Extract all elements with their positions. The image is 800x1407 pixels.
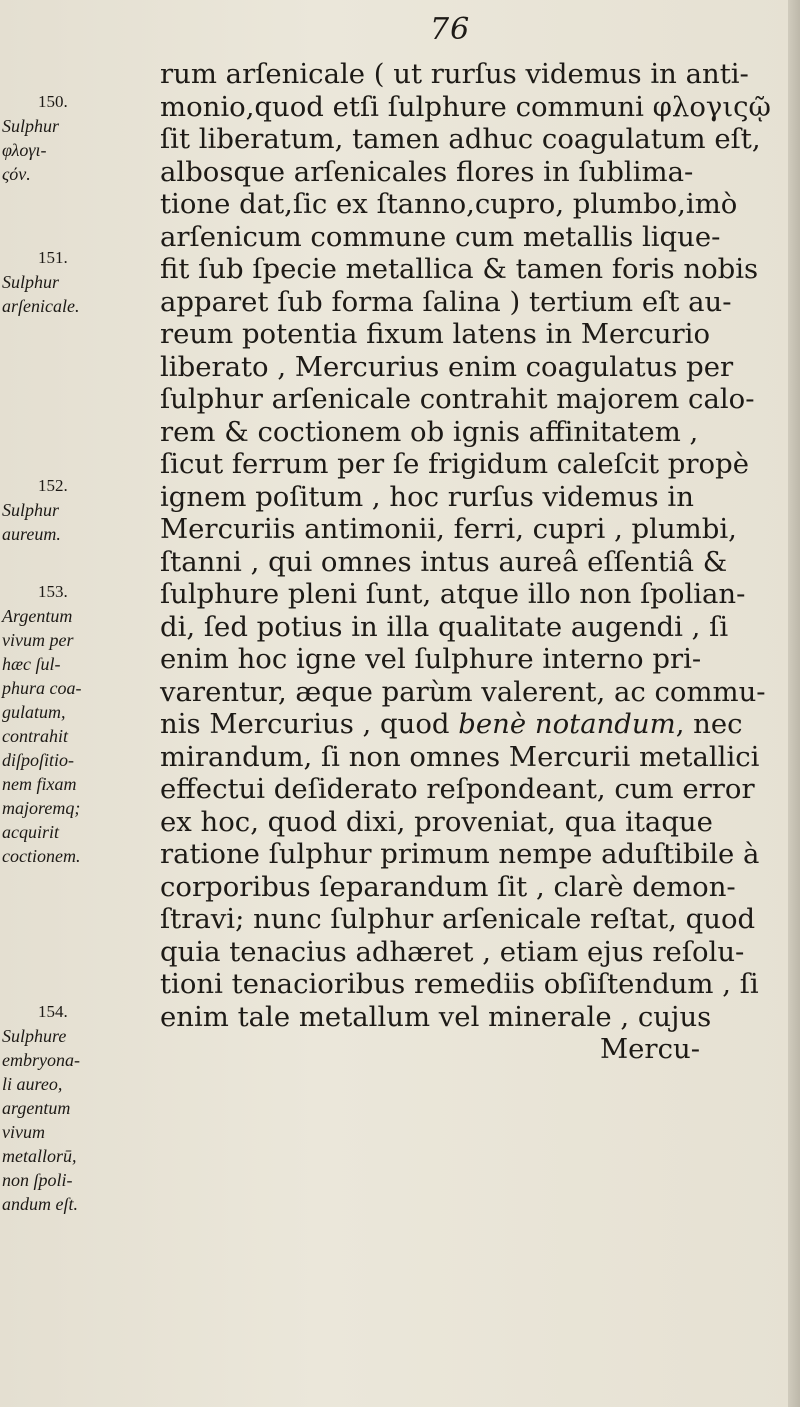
- margin-note-text: non ſpoli-: [2, 1170, 73, 1190]
- text-line: ſtravi; nunc ſulphur arſenicale reſtat, quod: [160, 903, 756, 935]
- margin-note-text: majoremq;: [2, 798, 81, 818]
- text-line: di, ſed potius in illa qualitate augendi , ſi: [160, 610, 729, 643]
- page-edge-shadow: [788, 0, 800, 1407]
- text-line-with-italic: [160, 708, 790, 741]
- text-line: reum potentia fixum latens in Mercurio: [160, 318, 711, 350]
- margin-note-text: Sulphure: [2, 1026, 67, 1046]
- margin-note-text: aureum.: [2, 524, 61, 544]
- margin-note-text: hæc ſul-: [2, 654, 61, 674]
- margin-note-number: 154.: [38, 1002, 68, 1021]
- text-line: ignem poſitum , hoc rurſus videmus in: [160, 480, 694, 513]
- margin-note-text: vivum: [2, 1122, 45, 1142]
- text-line: ſit liberatum, tamen adhuc coagulatum eſt,: [160, 123, 761, 155]
- margin-note-text: Sulphur: [2, 500, 60, 520]
- margin-note-150: [2, 90, 157, 186]
- margin-note-text: li aureo,: [2, 1074, 63, 1094]
- text-line: Mercuriis antimonii, ferri, cupri , plumbi,: [160, 513, 737, 545]
- text-line: corporibus ſeparandum ſit , clarè demon-: [160, 870, 736, 903]
- margin-note-text: arſenicale.: [2, 296, 80, 316]
- margin-note-text: metallorū,: [2, 1146, 77, 1166]
- text-line: enim hoc igne vel ſulphure interno pri-: [160, 643, 702, 675]
- text-line: fit ſub ſpecie metallica & tamen foris nobis: [160, 253, 759, 285]
- text-segment: , nec: [675, 708, 743, 740]
- margin-note-number: 152.: [38, 476, 68, 495]
- text-line: ex hoc, quod dixi, proveniat, qua itaque: [160, 805, 713, 838]
- text-line: ratione ſulphur primum nempe aduſtibile à: [160, 838, 760, 870]
- text-line: tioni tenacioribus remediis obſiſtendum , ſi: [160, 968, 759, 1000]
- margin-note-text: gulatum,: [2, 702, 66, 722]
- text-line: liberato , Mercurius enim coagulatus per: [160, 350, 734, 383]
- text-line: quia tenacius adhæret , etiam ejus reſolu-: [160, 935, 745, 968]
- text-line: apparet ſub forma ſalina ) tertium eſt au-: [160, 285, 732, 318]
- margin-note-151: [2, 246, 157, 318]
- margin-note-number: 150.: [38, 92, 68, 111]
- margin-note-text: Argentum: [2, 606, 73, 626]
- italic-phrase: benè notandum: [458, 708, 676, 740]
- margin-note-text: ςόν.: [2, 164, 31, 184]
- margin-note-text: diſpoſitio-: [2, 750, 74, 770]
- text-line: mirandum, ſi non omnes Mercurii metallici: [160, 740, 760, 773]
- margin-note-text: coctionem.: [2, 846, 81, 866]
- page-number: 76: [430, 12, 471, 47]
- margin-note-text: acquirit: [2, 822, 59, 842]
- text-line: varentur, æque parùm valerent, ac commu-: [160, 675, 766, 708]
- margin-note-text: contrahit: [2, 726, 68, 746]
- text-line: effectui deſiderato reſpondeant, cum error: [160, 773, 755, 805]
- margin-note-number: 153.: [38, 582, 68, 601]
- text-line: ſtanni , qui omnes intus aureâ eſſentiâ &: [160, 545, 728, 578]
- text-segment: nis Mercurius , quod: [160, 708, 459, 740]
- text-line: albosque arſenicales flores in ſublima-: [160, 155, 694, 188]
- text-line: ſicut ferrum per ſe frigidum caleſcit propè: [160, 448, 749, 480]
- text-line: monio,quod etſi ſulphure communi φλογιςῷ: [160, 90, 771, 123]
- margin-note-text: Sulphur: [2, 272, 60, 292]
- margin-note-text: vivum per: [2, 630, 74, 650]
- main-text-block: [160, 58, 790, 1066]
- text-line: ſulphure pleni ſunt, atque illo non ſpolian-: [160, 578, 746, 610]
- text-line-catchword: Mercu-: [600, 1033, 700, 1065]
- text-line: enim tale metallum vel minerale , cujus: [160, 1000, 712, 1033]
- margin-note-text: phura coa-: [2, 678, 82, 698]
- text-line: rem & coctionem ob ignis affinitatem ,: [160, 415, 699, 448]
- text-line: rum arſenicale ( ut rurſus videmus in anti-: [160, 58, 749, 90]
- text-line: tione dat,ſic ex ſtanno,cupro, plumbo,imò: [160, 188, 738, 220]
- margin-note-152: [2, 474, 157, 546]
- margin-note-text: Sulphur: [2, 116, 60, 136]
- margin-note-text: embryona-: [2, 1050, 80, 1070]
- text-line: arſenicum commune cum metallis lique-: [160, 220, 721, 253]
- margin-note-text: nem fixam: [2, 774, 77, 794]
- margin-note-number: 151.: [38, 248, 68, 267]
- margin-note-text: φλογι-: [2, 140, 47, 160]
- margin-note-text: andum eſt.: [2, 1194, 78, 1214]
- margin-note-154: [2, 1000, 157, 1216]
- margin-note-text: argentum: [2, 1098, 71, 1118]
- margin-note-153: [2, 580, 157, 868]
- text-line: ſulphur arſenicale contrahit majorem calo-: [160, 383, 755, 415]
